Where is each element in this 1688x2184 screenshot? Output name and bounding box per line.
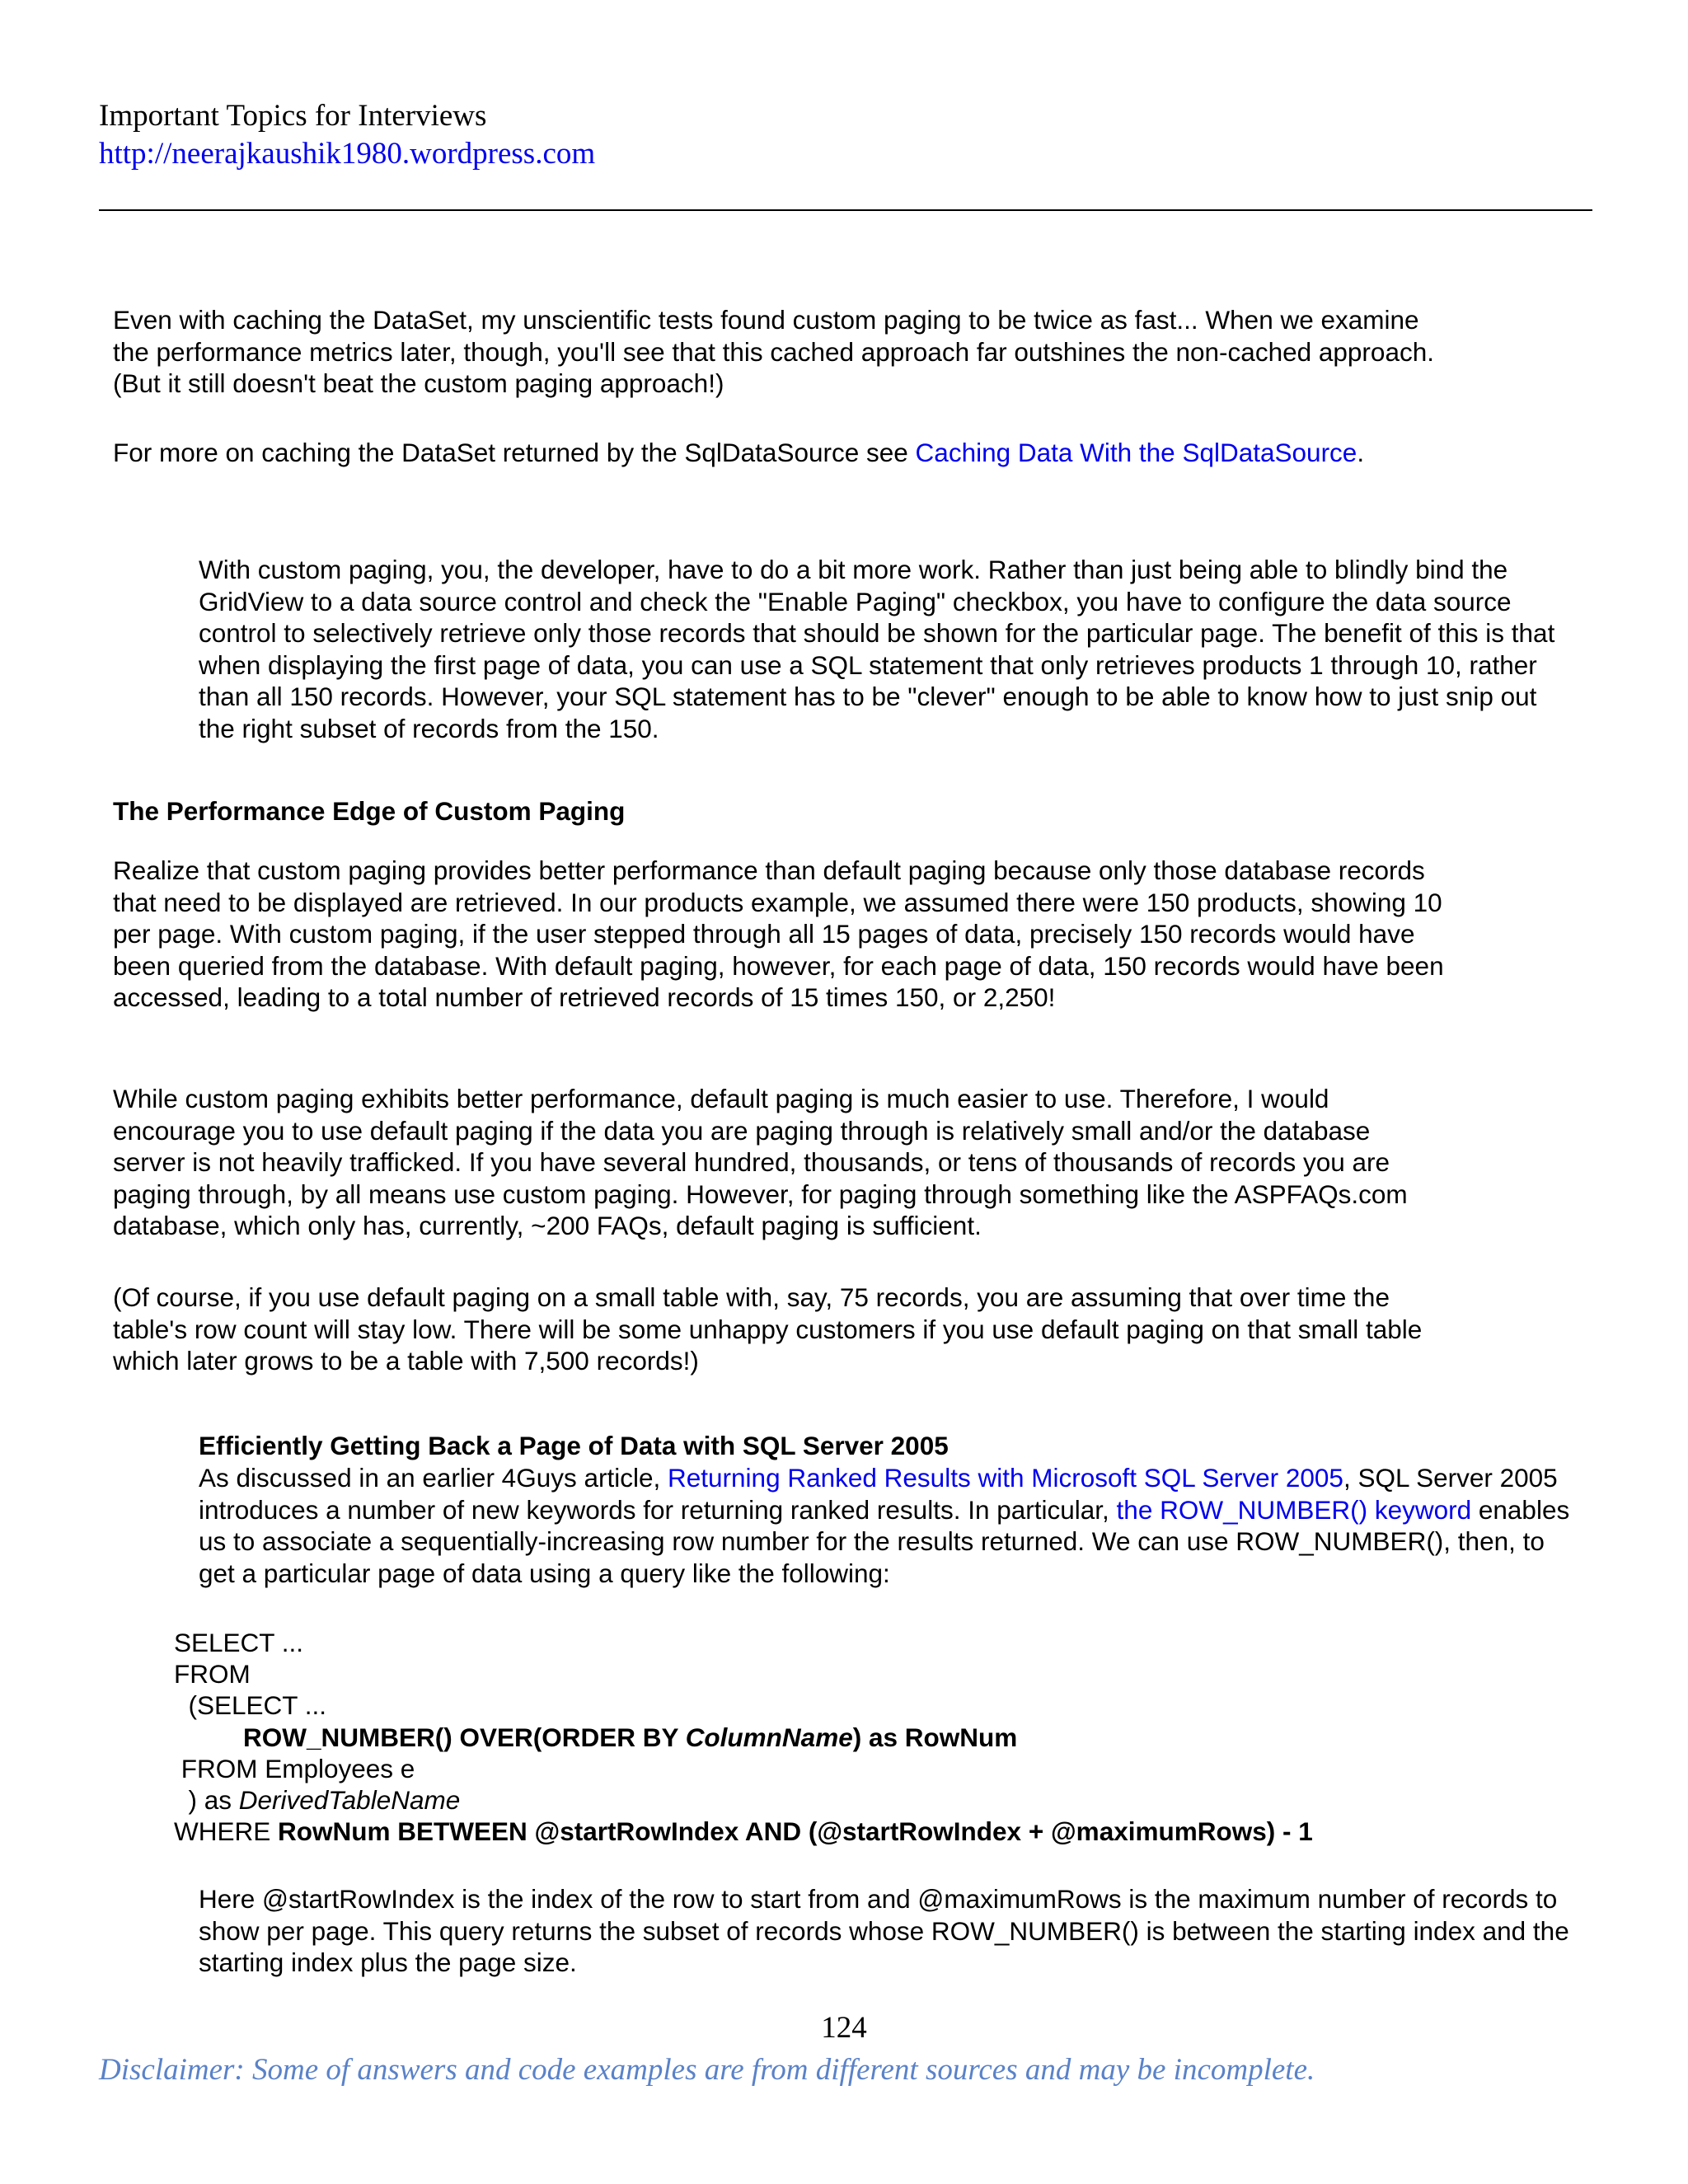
page-number: 124 (821, 2011, 867, 2045)
paragraph-caching-speed: Even with caching the DataSet, my unscientific tests found custom paging to be twice as fast... When we examine the performance metrics later, though, you'll see that this cached approach far outshines the non-cached approach. (But it still doesn't beat the custom paging approach!) (113, 305, 1434, 398)
paragraph-row-number (199, 1462, 1579, 1589)
page-header (99, 97, 595, 173)
heading-sql-server-2005: Efficiently Getting Back a Page of Data with SQL Server 2005 (199, 1431, 949, 1460)
code-italic: DerivedTableName (238, 1785, 461, 1816)
code-bold: RowNum BETWEEN @startRowIndex AND (@startRowIndex + @maximumRows) - 1 (278, 1816, 1313, 1847)
paragraph-default-vs-custom: While custom paging exhibits better performance, default paging is much easier to use. Therefore, I would encourage you to use default paging if the data you are paging through is relatively small and/or the database server is not heavily trafficked. If you have several hundred, thousands, or tens of thousands of records you are paging through, by all means use custom paging. However, for paging through something like the ASPFAQs.com database, which only has, currently, ~200 FAQs, default paging is sufficient. (113, 1084, 1408, 1240)
code-line: (SELECT ... (174, 1690, 326, 1721)
paragraph-custom-paging: With custom paging, you, the developer, have to do a bit more work. Rather than just being able to blindly bind the GridView to a data source control and check the "Enable Paging" checkbox, you have to configure the data source control to selectively retrieve only those records that should be shown for the particular page. The benefit of this is that when displaying the first page of data, you can use a SQL statement that only retrieves products 1 through 10, rather than all 150 records. However, your SQL statement has to be "clever" enough to be able to know how to just snip out the right subset of records from the 150. (199, 555, 1555, 743)
code-text: WHERE (174, 1816, 278, 1847)
code-text: ) as (174, 1785, 239, 1816)
sql-code-block (174, 1627, 1313, 1847)
code-line: FROM Employees e (174, 1753, 415, 1783)
code-bold-italic: ColumnName (685, 1722, 853, 1752)
paragraph-small-table: (Of course, if you use default paging on a small table with, say, 75 records, you are assuming that over time the table's row count will stay low. There will be some unhappy customers if you use default paging on that small table which later grows to be a table with 7,500 records!) (113, 1282, 1423, 1376)
code-line (174, 1816, 1313, 1847)
paragraph-text: , SQL Server 2005 introduces a number of new keywords for returning ranked results. In particular, (199, 1463, 1558, 1525)
code-line: FROM (174, 1659, 251, 1690)
paragraph-text: As discussed in an earlier 4Guys article, (199, 1463, 668, 1493)
header-title: Important Topics for Interviews (99, 99, 487, 133)
code-bold: ) as RowNum (852, 1722, 1018, 1752)
code-line (174, 1722, 1313, 1753)
footer-disclaimer: Disclaimer: Some of answers and code examples are from different sources and may be incomplete. (99, 2053, 1315, 2087)
paragraph-performance: Realize that custom paging provides better performance than default paging because only those database records that need to be displayed are retrieved. In our products example, we assumed there were 150 products, showing 10 per page. With custom paging, if the user stepped through all 15 pages of data, precisely 150 records would have been queried from the database. With default paging, however, for each page of data, 150 records would have been accessed, leading to a total number of retrieved records of 15 times 150, or 2,250! (113, 855, 1444, 1012)
paragraph-caching-more (113, 437, 1448, 469)
header-url-link[interactable]: http://neerajkaushik1980.wordpress.com (99, 137, 596, 171)
heading-performance-edge: The Performance Edge of Custom Paging (113, 796, 626, 826)
code-bold: ROW_NUMBER() OVER(ORDER BY (243, 1722, 686, 1752)
paragraph-text: enables us to associate a sequentially-increasing row number for the results returned. We can use ROW_NUMBER(), then, to get a particular page of data using a query like the following: (199, 1494, 1570, 1588)
paragraph-text: For more on caching the DataSet returned by the SqlDataSource see (113, 438, 916, 467)
code-line (174, 1784, 1313, 1816)
paragraph-text: . (1357, 438, 1365, 467)
code-line: SELECT ... (174, 1628, 303, 1657)
header-divider (99, 209, 1592, 211)
paragraph-query-explanation: Here @startRowIndex is the index of the row to start from and @maximumRows is the maximum number of records to show per page. This query returns the subset of records whose ROW_NUMBER() is between the starting index and the starting index plus the page size. (199, 1884, 1569, 1977)
row-number-keyword-link[interactable]: the ROW_NUMBER() keyword (1116, 1494, 1472, 1525)
caching-data-link[interactable]: Caching Data With the SqlDataSource (915, 438, 1357, 467)
ranked-results-link[interactable]: Returning Ranked Results with Microsoft SQL Server 2005 (668, 1463, 1343, 1493)
